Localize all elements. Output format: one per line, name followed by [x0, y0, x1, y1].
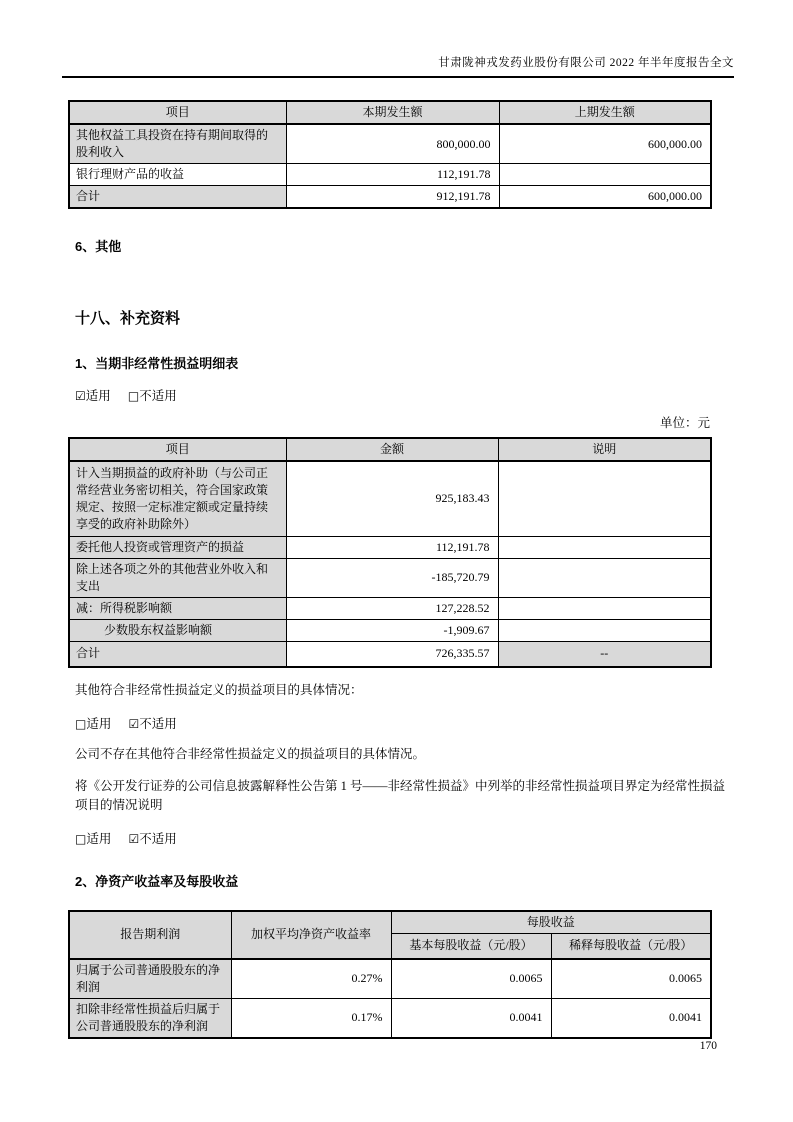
- cell-item: 扣除非经常性损益后归属于公司普通股股东的净利润: [69, 998, 231, 1038]
- header-cell-note: 说明: [498, 438, 711, 461]
- checkbox-label: 不适用: [139, 832, 177, 846]
- checkbox-checked-icon: ☑: [75, 389, 86, 403]
- table-row: [69, 536, 711, 558]
- cell-current-amount: 912,191.78: [286, 186, 499, 209]
- cell-item: 合计: [69, 186, 286, 209]
- table-row: [69, 998, 711, 1038]
- dividend-income-table: [68, 100, 712, 209]
- checkbox-unchecked-icon: □: [127, 389, 140, 403]
- cell-item: 其他权益工具投资在持有期间取得的股利收入: [69, 124, 286, 164]
- cell-amount: 925,183.43: [286, 461, 498, 536]
- page-number: 170: [699, 1040, 717, 1052]
- checkbox-not-applicable: [128, 717, 176, 731]
- cell-note: [498, 558, 711, 597]
- checkbox-not-applicable: [128, 832, 176, 846]
- cell-note: [498, 461, 711, 536]
- cell-item: 合计: [69, 641, 286, 667]
- table-row: [69, 558, 711, 597]
- document-header-title: 甘肃陇神戎发药业股份有限公司 2022 年半年度报告全文: [62, 54, 734, 78]
- checkbox-unchecked-icon: □: [75, 832, 87, 846]
- note-paragraph-1: 其他符合非经常性损益定义的损益项目的具体情况：: [75, 683, 363, 697]
- header-cell-basic-eps: 基本每股收益（元/股）: [391, 934, 551, 959]
- header-cell-amount: 金额: [286, 438, 498, 461]
- cell-item: 归属于公司普通股股东的净利润: [69, 959, 231, 999]
- heading-supplementary-info: 十八、补充资料: [75, 310, 181, 327]
- checkbox-applicable: [75, 832, 111, 846]
- cell-prior-amount: [499, 164, 711, 186]
- checkbox-label: 适用: [86, 717, 112, 731]
- table-row: [69, 619, 711, 641]
- cell-basic-eps: 0.0065: [391, 959, 551, 999]
- note-paragraph-3: 将《公开发行证券的公司信息披露解释性公告第 1 号——非经常性损益》中列举的非经常性损益项目界定为经常性损益项目的情况说明: [75, 779, 726, 812]
- cell-amount: -1,909.67: [286, 619, 498, 641]
- checkbox-label: 适用: [86, 832, 112, 846]
- cell-note: [498, 597, 711, 619]
- checkbox-not-applicable: [128, 389, 177, 403]
- table-row: [69, 124, 711, 164]
- applicability-line-3: [75, 829, 734, 847]
- checkbox-applicable: [75, 389, 111, 403]
- table-header-row-1: [69, 911, 711, 934]
- cell-current-amount: 800,000.00: [286, 124, 499, 164]
- heading-nonrecurring-detail: 1、当期非经常性损益明细表: [75, 356, 239, 371]
- checkbox-checked-icon: ☑: [128, 832, 140, 846]
- checkbox-applicable: [75, 717, 111, 731]
- heading-other: 6、其他: [75, 239, 122, 254]
- table-header-row: [69, 438, 711, 461]
- cell-item: 计入当期损益的政府补助（与公司正常经营业务密切相关，符合国家政策规定、按照一定标准定额或定量持续享受的政府补助除外）: [69, 461, 286, 536]
- cell-amount: -185,720.79: [286, 558, 498, 597]
- checkbox-unchecked-icon: □: [75, 717, 87, 731]
- header-cell-roe: 加权平均净资产收益率: [231, 911, 391, 959]
- table-row: [69, 164, 711, 186]
- cell-current-amount: 112,191.78: [286, 164, 499, 186]
- cell-item: 委托他人投资或管理资产的损益: [69, 536, 286, 558]
- cell-item: 银行理财产品的收益: [69, 164, 286, 186]
- header-cell-eps-group: 每股收益: [391, 911, 711, 934]
- table-header-row: [69, 101, 711, 124]
- table-row: [69, 461, 711, 536]
- checkbox-checked-icon: ☑: [128, 717, 140, 731]
- cell-prior-amount: 600,000.00: [499, 124, 711, 164]
- header-cell-profit: 报告期利润: [69, 911, 231, 959]
- cell-diluted-eps: 0.0065: [551, 959, 711, 999]
- cell-item: 减：所得税影响额: [69, 597, 286, 619]
- header-cell-prior: 上期发生额: [499, 101, 711, 124]
- header-cell-item: 项目: [69, 438, 286, 461]
- header-cell-diluted-eps: 稀释每股收益（元/股）: [551, 934, 711, 959]
- cell-item: 少数股东权益影响额: [69, 619, 286, 641]
- cell-roe: 0.17%: [231, 998, 391, 1038]
- checkbox-label: 适用: [85, 389, 111, 403]
- cell-item: 除上述各项之外的其他营业外收入和支出: [69, 558, 286, 597]
- table-row: [69, 959, 711, 999]
- applicability-line-1: [75, 386, 734, 404]
- cell-note: [498, 536, 711, 558]
- checkbox-label: 不适用: [139, 717, 177, 731]
- cell-note: [498, 619, 711, 641]
- checkbox-label: 不适用: [139, 389, 177, 403]
- cell-amount: 112,191.78: [286, 536, 498, 558]
- roe-eps-table: [68, 910, 712, 1039]
- table-row: [69, 597, 711, 619]
- note-paragraph-2: 公司不存在其他符合非经常性损益定义的损益项目的具体情况。: [75, 747, 426, 761]
- table-row-total: [69, 641, 711, 667]
- cell-amount: 127,228.52: [286, 597, 498, 619]
- heading-roe-eps: 2、净资产收益率及每股收益: [75, 874, 239, 889]
- cell-amount: 726,335.57: [286, 641, 498, 667]
- cell-note: --: [498, 641, 711, 667]
- applicability-line-2: [75, 714, 734, 732]
- cell-prior-amount: 600,000.00: [499, 186, 711, 209]
- header-cell-current: 本期发生额: [286, 101, 499, 124]
- table-row-total: [69, 186, 711, 209]
- cell-diluted-eps: 0.0041: [551, 998, 711, 1038]
- cell-roe: 0.27%: [231, 959, 391, 999]
- cell-basic-eps: 0.0041: [391, 998, 551, 1038]
- header-cell-item: 项目: [69, 101, 286, 124]
- unit-label: 单位：元: [659, 416, 710, 430]
- nonrecurring-items-table: [68, 437, 712, 668]
